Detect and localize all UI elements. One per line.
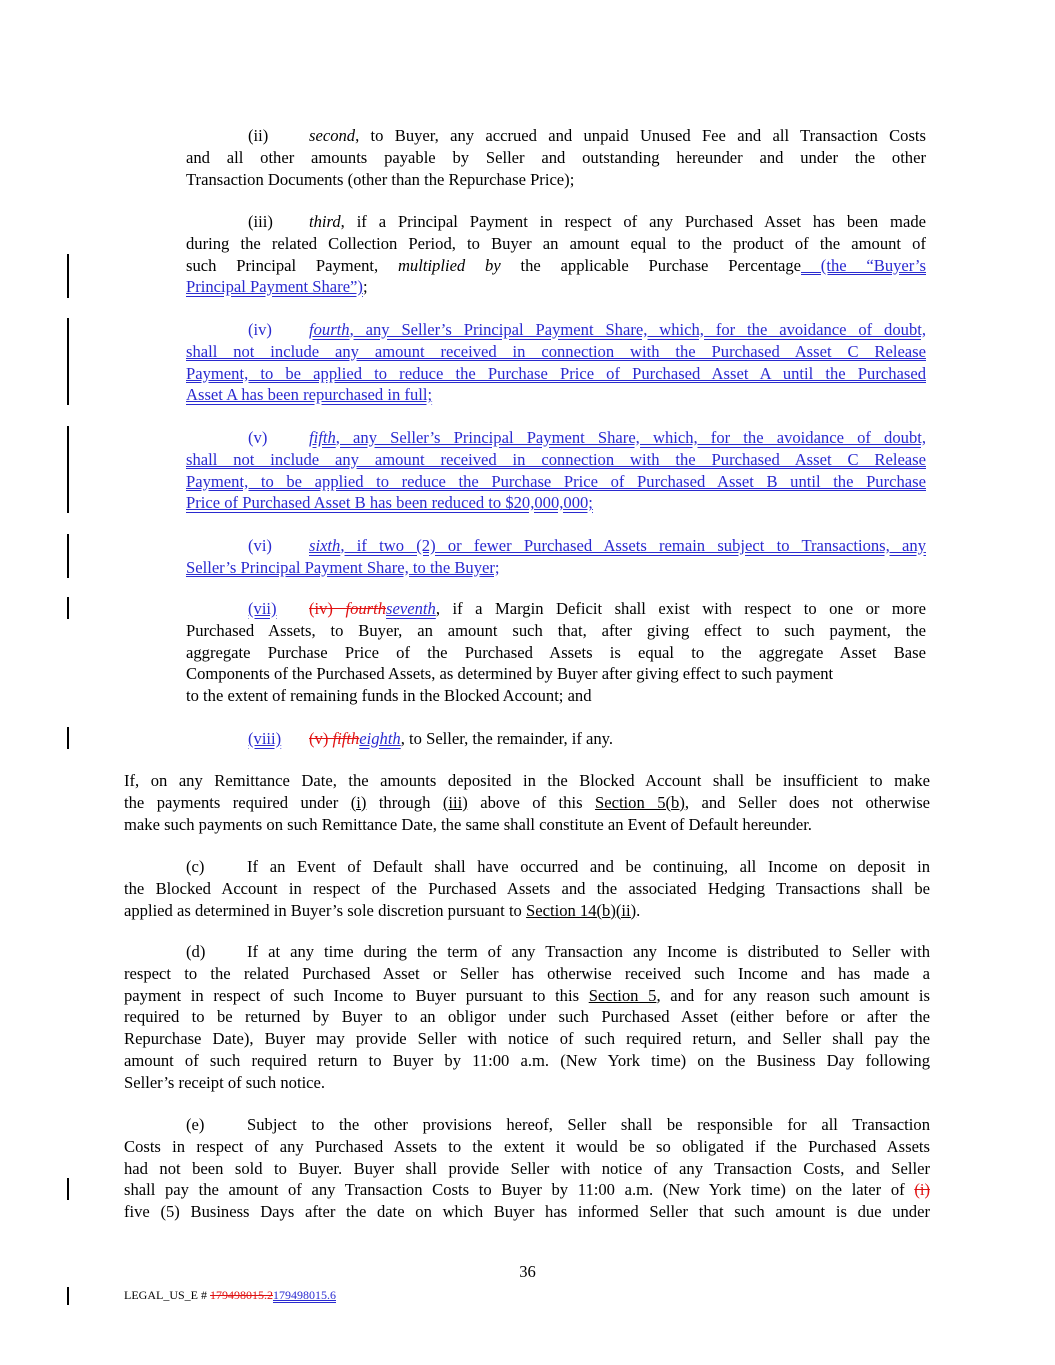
clause-number: (iv)	[248, 320, 272, 339]
clause-iii: (iii) third, if a Principal Payment in respect of any Purchased Asset has been made during the related Collection Period, to Buyer an amount equal to the product of the amount of such Principal Payment, multiplied by the applicable Purchase Percentage (the “Buyer’s Principal Payment Share”);	[186, 212, 926, 297]
clause-v-inserted: (v) fifth, any Seller’s Principal Payment Share, which, for the avoidance of doubt, shall not include any amount received in connection with the Purchased Asset C Release Payment, to be applied to reduce the Purchase Price of Purchased Asset B until the Purchase Price of Purchased Asset B has been reduced to $20,000,000;	[186, 428, 926, 513]
inserted-text: eighth	[359, 729, 401, 748]
clause-number: (viii)	[248, 729, 282, 748]
change-bar	[67, 597, 69, 619]
cross-reference: (iii)	[442, 792, 468, 812]
clause-vi-inserted: (vi) sixth, if two (2) or fewer Purchased Assets remain subject to Transactions, any Seller’s Principal Payment Share, to the Buyer;	[186, 536, 926, 577]
clause-lead: third	[309, 212, 341, 231]
inserted-document-id: 179498015.6	[273, 1288, 336, 1302]
deleted-text: (iv)	[309, 599, 346, 618]
inserted-text: seventh	[386, 599, 436, 618]
clause-number: (ii)	[248, 126, 269, 145]
change-bar	[67, 426, 69, 513]
clause-vii: (vii) (iv) fourthseventh, if a Margin Deficit shall exist with respect to one or more Purchased Assets, to Buyer, an amount such that, after giving effect to such payment, the aggregate Purchase Price of the Purchased Assets is equal to the aggregate Asset Base Components of the Purchased Assets, as determined by Buyer after giving effect to such payment to the extent of remaining funds in the Blocked Account; and	[186, 599, 926, 706]
clause-ii: (ii) second, to Buyer, any accrued and unpaid Unused Fee and all Transaction Costs and all other amounts payable by Seller and outstanding hereunder and under the other Transaction Documents (other than the Repurchase Price);	[186, 126, 926, 189]
deleted-text: fourth	[345, 599, 387, 618]
change-bar	[67, 534, 69, 578]
section-e: (e) Subject to the other provisions hereof, Seller shall be responsible for all Transaction Costs in respect of any Purchased Assets to the extent it would be so obligated if the Purchased Assets had not been sold to Buyer. Buyer shall provide Seller with notice of any Transaction Costs, and Seller shall pay the amount of any Transaction Costs to Buyer by 11:00 a.m. (New York time) on the later of (i) five (5) Business Days after the date on which Buyer has informed Seller that such amount is due under	[124, 1115, 930, 1222]
deleted-document-id: 179498015.2	[210, 1288, 273, 1302]
inserted-text: Principal Payment Share”)	[186, 277, 363, 297]
change-bar	[67, 727, 69, 749]
deleted-text: fifth	[332, 729, 360, 748]
clause-number: (vi)	[248, 536, 272, 555]
clause-number: (iii)	[248, 212, 273, 231]
page-number: 36	[519, 1262, 536, 1281]
change-bar	[67, 254, 69, 298]
clause-lead: fifth	[309, 428, 336, 447]
deleted-text: (v)	[309, 729, 333, 748]
inserted-text: (the “Buyer’s	[801, 255, 926, 275]
clause-lead: sixth	[309, 536, 341, 555]
section-c: (c) If an Event of Default shall have occurred and be continuing, all Income on deposit in the Blocked Account in respect of the Purchased Assets and the associated Hedging Transactions shall be applied as determined in Buyer’s sole discretion pursuant to Section 14(b)(ii).	[124, 857, 930, 920]
clause-viii: (viii) (v) fiftheighth, to Seller, the remainder, if any.	[248, 729, 614, 748]
clause-lead: second	[309, 126, 356, 145]
change-bar	[67, 1287, 69, 1305]
clause-number: (e)	[186, 1115, 205, 1134]
clause-lead: fourth	[309, 320, 350, 339]
cross-reference: Section 5(b)	[594, 792, 685, 812]
cross-reference: Section 14(b)(ii)	[526, 900, 637, 920]
change-bar	[67, 1178, 69, 1200]
clause-number: (d)	[186, 942, 206, 961]
clause-iv-inserted: (iv) fourth, any Seller’s Principal Payment Share, which, for the avoidance of doubt, shall not include any amount received in connection with the Purchased Asset C Release Payment, to be applied to reduce the Purchase Price of Purchased Asset A until the Purchased Asset A has been repurchased in full;	[186, 320, 926, 405]
footer-prefix: LEGAL_US_E #	[124, 1288, 210, 1302]
remittance-paragraph: If, on any Remittance Date, the amounts deposited in the Blocked Account shall be insufficient to make the payments required under (i) through (iii) above of this Section 5(b), and Seller does not otherwise make such payments on such Remittance Date, the same shall constitute an Event of Default hereunder.	[124, 771, 930, 834]
change-bar	[67, 318, 69, 405]
deleted-text: (i)	[914, 1180, 930, 1200]
section-d: (d) If at any time during the term of any Transaction any Income is distributed to Seller with respect to the related Purchased Asset or Seller has otherwise received such Income and has made a payment in respect of such Income to Buyer pursuant to this Section 5, and for any reason such amount is required to be returned by Buyer to an obligor under such Purchased Asset (either before or after the Repurchase Date), Buyer may provide Seller with notice of such required return, and Seller shall pay the amount of such required return to Buyer by 11:00 a.m. (New York time) on the Business Day following Seller’s receipt of such notice.	[124, 942, 930, 1092]
clause-number: (v)	[248, 428, 268, 447]
cross-reference: Section 5	[588, 985, 657, 1005]
document-footer	[124, 1288, 336, 1303]
clause-number: (vii)	[248, 599, 277, 618]
cross-reference: (i)	[350, 792, 367, 812]
clause-number: (c)	[186, 857, 205, 876]
